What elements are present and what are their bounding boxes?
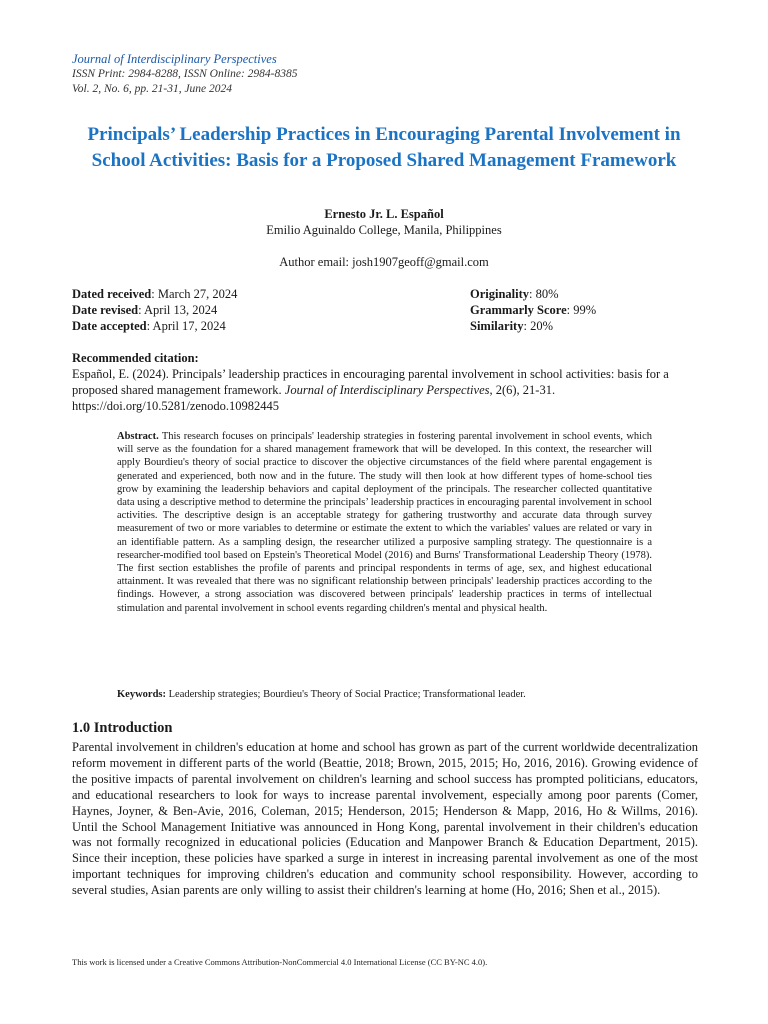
author-email-line — [0, 255, 768, 270]
volume-line: Vol. 2, No. 6, pp. 21-31, June 2024 — [72, 83, 233, 95]
issn-line: ISSN Print: 2984-8288, ISSN Online: 2984-8385 — [72, 68, 298, 80]
date-revised-label: Date revised — [72, 303, 139, 317]
citation-doi[interactable]: https://doi.org/10.5281/zenodo.10982445 — [72, 399, 280, 413]
originality: Originality: 80% — [470, 287, 559, 301]
similarity-label: Similarity — [470, 319, 524, 333]
keywords — [117, 689, 652, 700]
originality-value: 80% — [535, 287, 559, 301]
abstract — [117, 430, 652, 615]
dates-block — [72, 286, 237, 334]
keywords-label: Keywords: — [117, 689, 166, 700]
date-accepted: Date accepted: April 17, 2024 — [72, 319, 226, 333]
intro-paragraph: Parental involvement in children's education at home and school has grown as part of the current worldwide decentralization reform movement in different parts of the world (Beattie, 2018; Brown, 2015, 2015; Ho, 2016, 2016). Growing evidence of the positive impacts of parental involvement on children's learning and school success has prompted politicians, educators, and educational researchers to look for ways to increase parental involvement, especially among poor parents (Comer, Haynes, Joyner, & Ben-Avie, 2016, Coleman, 2015; Henderson, 2015; Henderson & Mapp, 2016, Ho & Willms, 2016). Until the School Management Initiative was announced in Hong Kong, parental involvement in their children's education was not formally recognized in educational policies (Education and Manpower Branch & Education Department, 2015). Since their inception, these policies have sparked a surge in interest in increasing parental involvement as one of the most important techniques for improving children's education and community school responsibility. However, according to several studies, Asian parents are only willing to assist their children's learning at home (Ho, 2016; Shen et al., 2015). — [72, 740, 698, 898]
abstract-text: This research focuses on principals' leadership strategies in fostering parental involvement in school events, which will serve as the foundation for a shared management framework that will be developed. In this context, the researcher will apply Bourdieu's theory of social practice to discover the objective circumstances of the field where parental engagement is generated and experienced, both now and in the future. The study will then look at how different types of home-school ties grow by examining the leadership behaviors and capital deployment of the principals. The researcher collected quantitative data using a descriptive method to determine the principals’ leadership practices in encouraging parental involvement in school activities. The descriptive design is an acceptable strategy for gathering trustworthy and accurate data through survey measurement of two or more variables to determine or estimate the extent to which the variables' values are related or vary in an identifiable pattern. As a sampling design, the researcher utilized a purposive sampling strategy. The questionnaire is a researcher-modified tool based on Epstein's Theoretical Model (2016) and Burns' Transformational Leadership Theory (1978). The first section establishes the profile of parents and principal respondents in terms of age, sex, and highest educational attainment. It was revealed that there was no significant relationship between principals' leadership practices according to the findings. However, a strong association was discovered between principals' leadership practices in terms of intellectual stimulation and parental involvement in school events regarding children's mental and physical health. — [117, 431, 653, 614]
date-accepted-value: April 17, 2024 — [152, 319, 226, 333]
grammarly: Grammarly Score: 99% — [470, 303, 597, 317]
date-received-label: Dated received — [72, 287, 152, 301]
author-affiliation: Emilio Aguinaldo College, Manila, Philippines — [266, 223, 502, 237]
keywords-text: Leadership strategies; Bourdieu's Theory of Social Practice; Transformational leader. — [168, 689, 526, 700]
date-received: Dated received: March 27, 2024 — [72, 287, 238, 301]
paper-title: Principals’ Leadership Practices in Encouraging Parental Involvement in School Activities: Basis for a Proposed Shared Management Framework — [87, 124, 681, 171]
author-block — [0, 206, 768, 238]
journal-name: Journal of Interdisciplinary Perspectives — [72, 52, 277, 66]
similarity-value: 20% — [530, 319, 553, 333]
similarity: Similarity: 20% — [470, 319, 553, 333]
license-footer: This work is licensed under a Creative Commons Attribution-NonCommercial 4.0 International License (CC BY-NC 4.0). — [72, 957, 488, 967]
citation-pre: Español, E. (2024). Principals’ leadership practices in encouraging parental involvement in school activities: basis for a proposed shared management framework. — [72, 367, 669, 397]
date-received-value: March 27, 2024 — [157, 287, 238, 301]
abstract-label: Abstract. — [117, 431, 159, 442]
grammarly-value: 99% — [573, 303, 597, 317]
journal-header — [72, 52, 298, 97]
email-label: Author email: — [279, 255, 350, 269]
section-heading: 1.0 Introduction — [72, 720, 173, 736]
citation-post: , 2(6), 21-31. — [489, 383, 556, 397]
date-revised-value: April 13, 2024 — [144, 303, 218, 317]
author-email[interactable]: josh1907geoff@gmail.com — [352, 255, 489, 269]
citation-journal: Journal of Interdisciplinary Perspectives — [284, 383, 490, 397]
originality-label: Originality — [470, 287, 530, 301]
date-accepted-label: Date accepted — [72, 319, 147, 333]
grammarly-label: Grammarly Score — [470, 303, 567, 317]
citation-text — [72, 366, 698, 398]
citation-block — [72, 350, 698, 414]
citation-label: Recommended citation: — [72, 351, 199, 365]
date-revised: Date revised: April 13, 2024 — [72, 303, 218, 317]
metrics-block — [470, 286, 596, 334]
author-name: Ernesto Jr. L. Español — [324, 207, 444, 221]
